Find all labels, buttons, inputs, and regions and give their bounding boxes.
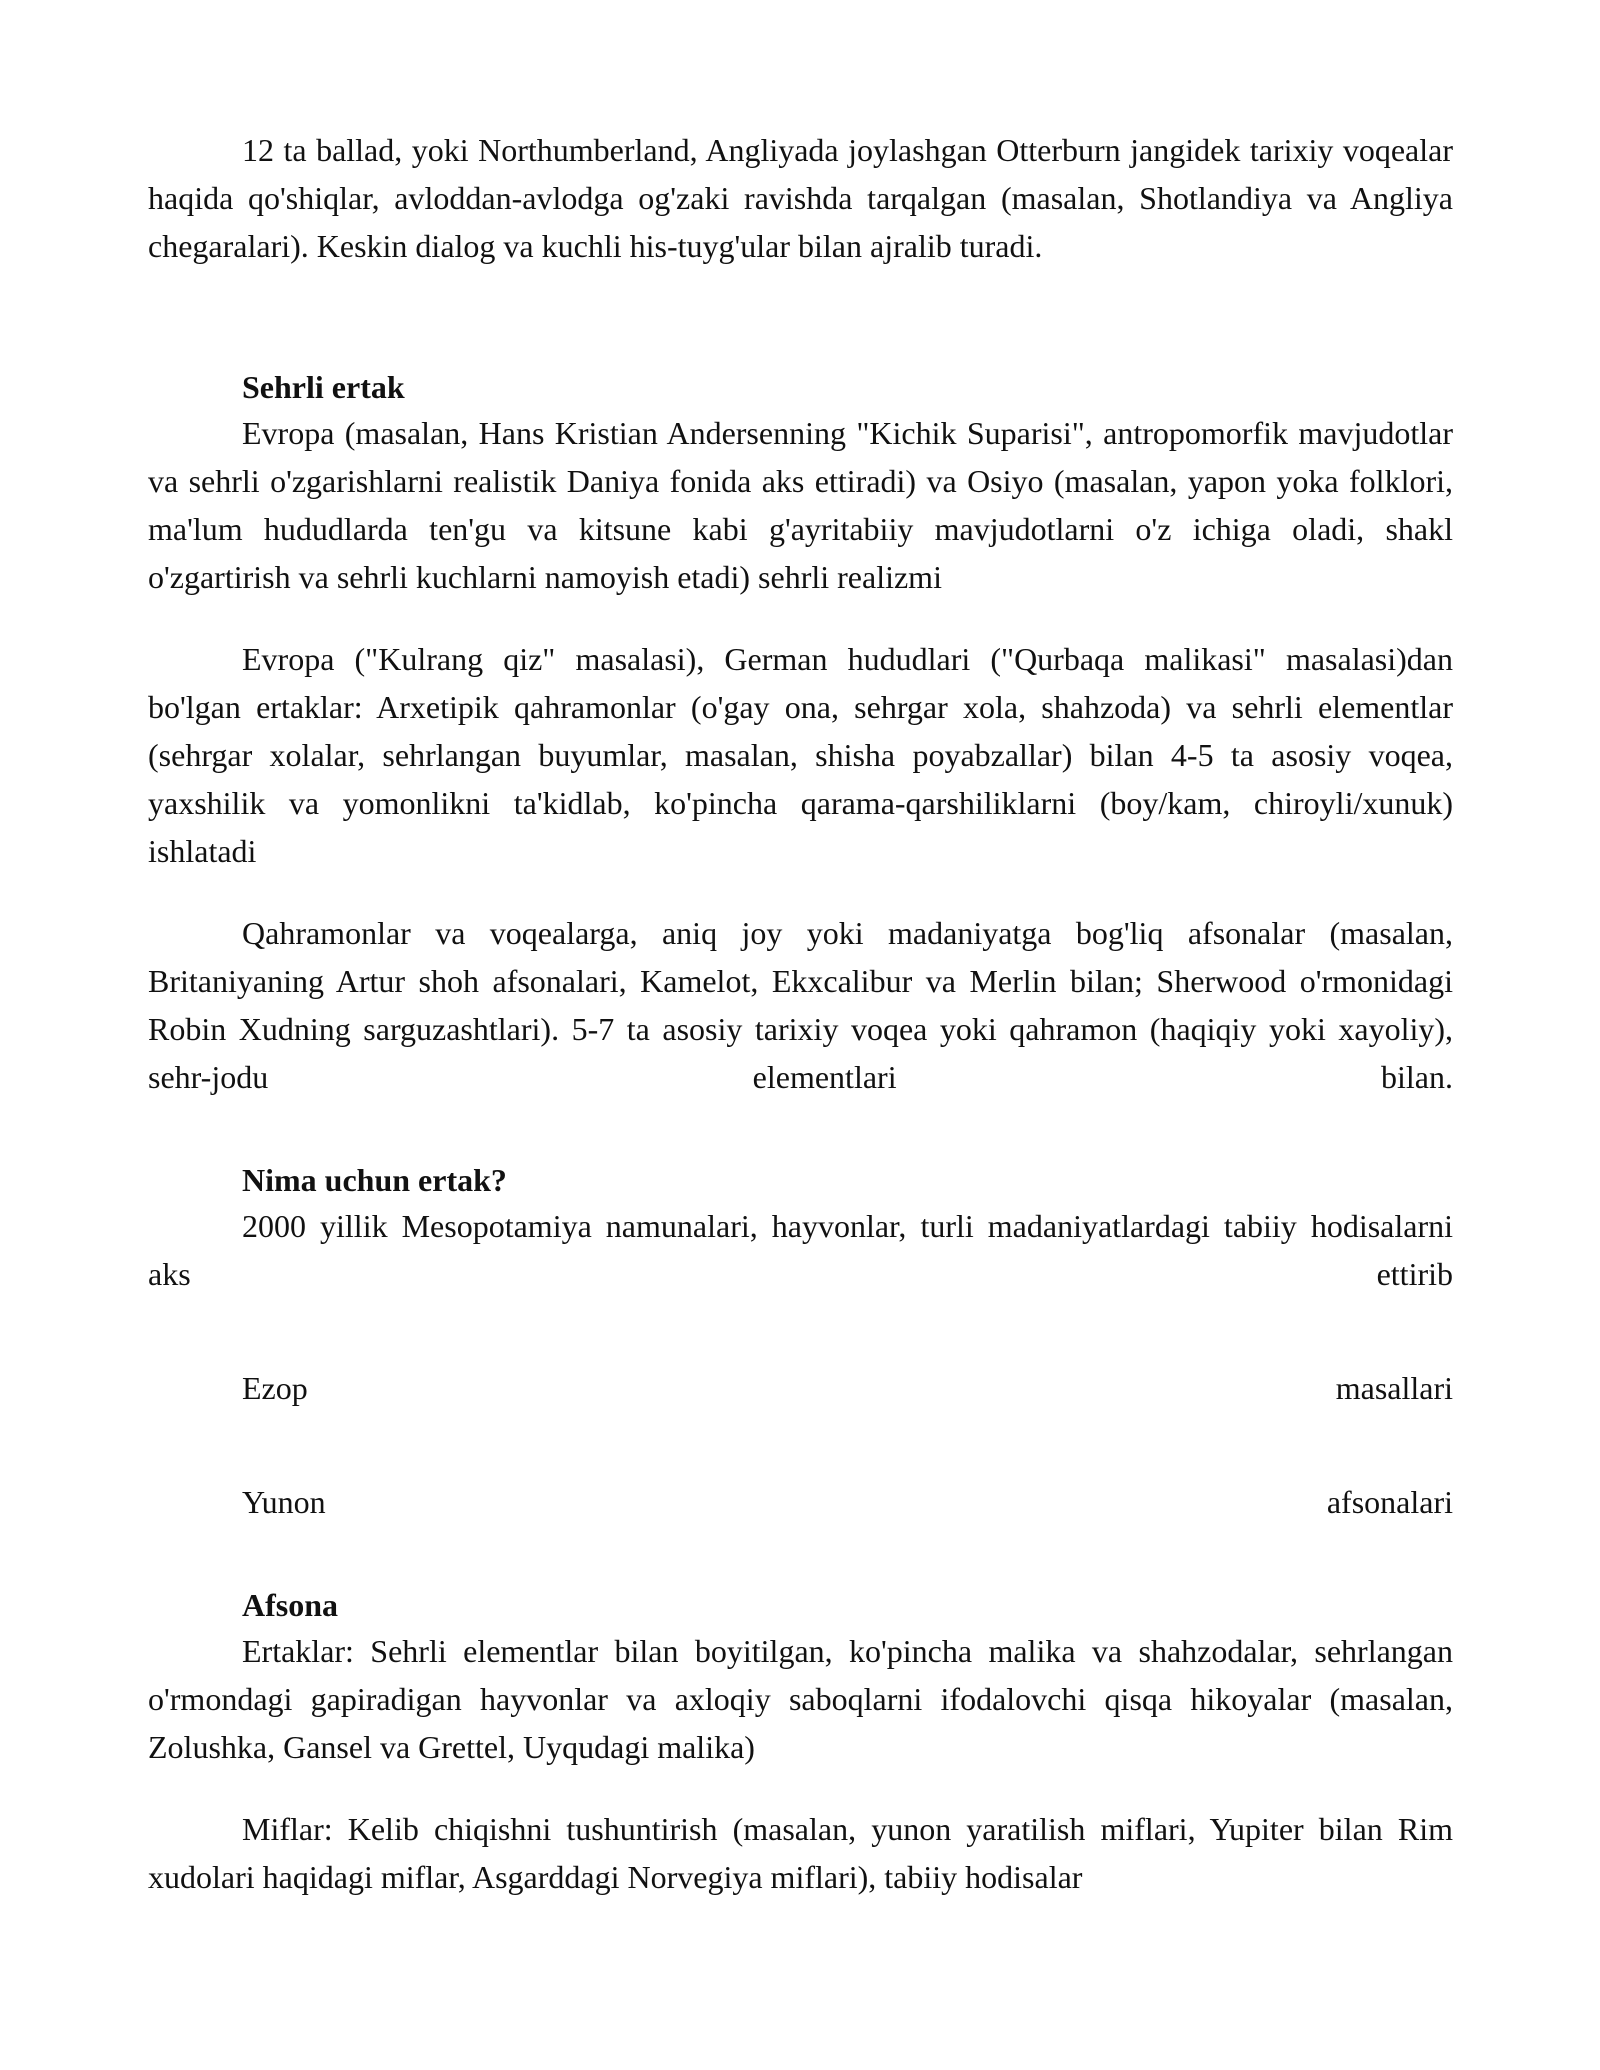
line-ezop-right: masallari	[1335, 1370, 1453, 1406]
heading-sehrli-ertak: Sehrli ertak	[242, 369, 405, 405]
heading-nima-uchun-ertak: Nima uchun ertak?	[242, 1162, 507, 1198]
paragraph-legends: Qahramonlar va voqealarga, aniq joy yoki madaniyatga bog'liq afsonalar (masalan, Britaniyaning Artur shoh afsonalari, Kamelot, Ekxcalibur va Merlin bilan; Sherwood o'rmonidagi Robin Xudning sarguzashtlari). 5-7 ta asosiy tarixiy voqea yoki qahramon (haqiqiy yoki xayoliy), sehr-jodu elementlari bilan.	[148, 915, 1453, 1095]
spacer	[148, 1412, 1453, 1478]
paragraph-mesopotamia: 2000 yillik Mesopotamiya namunalari, hayvonlar, turli madaniyatlardagi tabiiy hodisalarni aks ettirib	[148, 1208, 1453, 1292]
line-yunon-left: Yunon	[242, 1484, 326, 1520]
spacer	[148, 270, 1453, 366]
spacer	[148, 601, 1453, 635]
paragraph-magic-realism: Evropa (masalan, Hans Kristian Andersenning "Kichik Suparisi", antropomorfik mavjudotlar va sehrli o'zgarishlarni realistik Daniya fonida aks ettiradi) va Osiyo (masalan, yapon yoka folklori, ma'lum hududlarda ten'gu va kitsune kabi g'ayritabiiy mavjudotlarni o'z ichiga oladi, shakl o'zgartirish va sehrli kuchlarni namoyish etadi) sehrli realizmi	[148, 415, 1453, 595]
paragraph-ertaklar: Ertaklar: Sehrli elementlar bilan boyitilgan, ko'pincha malika va shahzodalar, sehrlangan o'rmondagi gapiradigan hayvonlar va axloqiy saboqlarni ifodalovchi qisqa hikoyalar (masalan, Zolushka, Gansel va Grettel, Uyqudagi malika)	[148, 1633, 1453, 1765]
spacer	[148, 1101, 1453, 1159]
spacer	[148, 1298, 1453, 1364]
heading-afsona: Afsona	[242, 1587, 339, 1623]
spacer	[148, 1771, 1453, 1805]
line-ezop-left: Ezop	[242, 1370, 308, 1406]
spacer	[148, 1526, 1453, 1584]
line-yunon-right: afsonalari	[1326, 1484, 1453, 1520]
paragraph-miflar: Miflar: Kelib chiqishni tushuntirish (masalan, yunon yaratilish miflari, Yupiter bilan Rim xudolari haqidagi miflar, Asgarddagi Norvegiya miflari), tabiiy hodisalar	[148, 1811, 1453, 1895]
document-body	[148, 126, 1453, 1901]
spacer	[148, 875, 1453, 909]
line-ezop	[148, 1364, 1453, 1412]
paragraph-ballad: 12 ta ballad, yoki Northumberland, Angliyada joylashgan Otterburn jangidek tarixiy voqealar haqida qo'shiqlar, avloddan-avlodga og'zaki ravishda tarqalgan (masalan, Shotlandiya va Angliya chegaralari). Keskin dialog va kuchli his-tuyg'ular bilan ajralib turadi.	[148, 132, 1453, 264]
line-yunon	[148, 1478, 1453, 1526]
paragraph-fairy-tales: Evropa ("Kulrang qiz" masalasi), German hududlari ("Qurbaqa malikasi" masalasi)dan bo'lgan ertaklar: Arxetipik qahramonlar (o'gay ona, sehrgar xola, shahzoda) va sehrli elementlar (sehrgar xolalar, sehrlangan buyumlar, masalan, shisha poyabzallar) bilan 4-5 ta asosiy voqea, yaxshilik va yomonlikni ta'kidlab, ko'pincha qarama-qarshiliklarni (boy/kam, chiroyli/xunuk) ishlatadi	[148, 641, 1453, 869]
